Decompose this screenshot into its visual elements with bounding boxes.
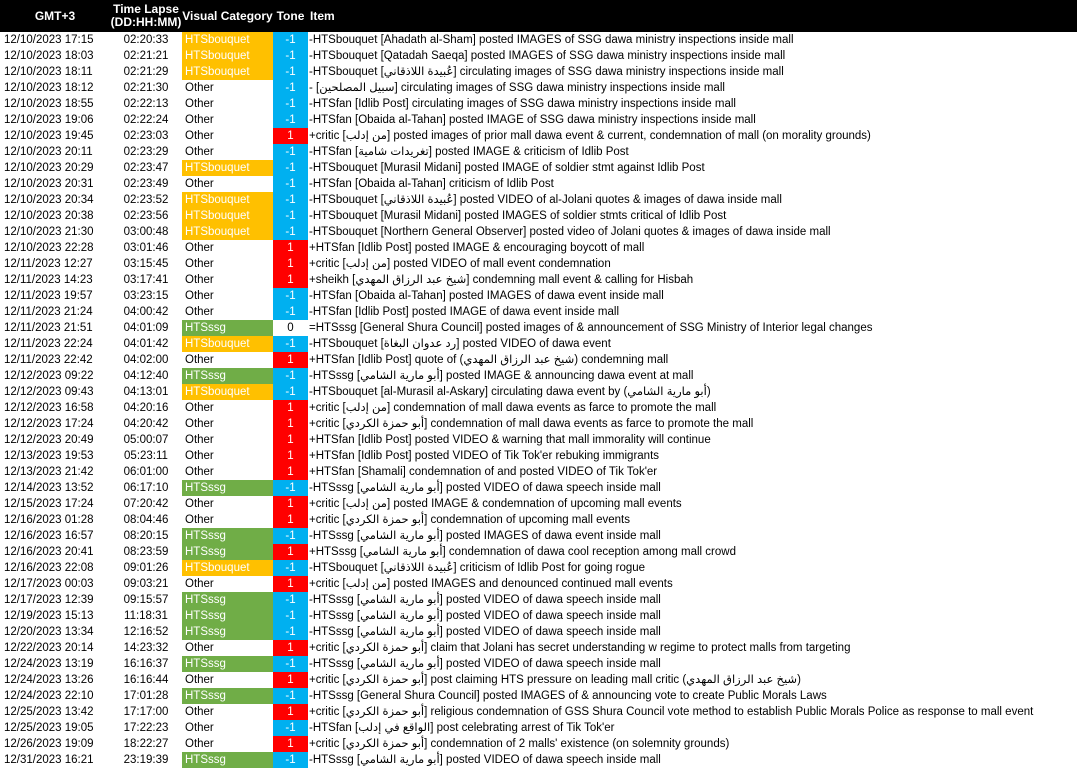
gmt-cell: 12/10/2023 20:29 [4,162,94,174]
gmt-cell: 12/17/2023 00:03 [4,578,94,590]
visual-category-cell: HTSssg [182,608,273,624]
time-lapse-cell: 05:00:07 [123,434,169,446]
time-lapse-cell: 02:21:30 [123,82,169,94]
gmt-cell: 12/16/2023 16:57 [4,530,94,542]
gmt-cell: 12/11/2023 22:42 [4,354,93,366]
table-row [0,592,1077,608]
tone-cell: -1 [273,112,308,128]
gmt-cell: 12/10/2023 18:55 [4,98,94,110]
visual-category-cell: Other [182,272,273,288]
time-lapse-cell: 14:23:32 [123,642,169,654]
table-row [0,304,1077,320]
gmt-cell: 12/11/2023 14:23 [4,274,93,286]
table-row [0,640,1077,656]
time-lapse-cell: 16:16:37 [123,658,169,670]
item-cell: -HTSssg [أبو مارية الشامي] posted IMAGES of dawa event inside mall [309,530,661,542]
gmt-cell: 12/25/2023 13:42 [4,706,94,718]
table-body [0,32,1077,768]
tone-cell: 1 [273,432,308,448]
visual-category-cell: Other [182,128,273,144]
item-cell: -HTSbouquet [al-Murasil al-Askary] circulating dawa event by (أبو مارية الشامي) [309,386,711,398]
gmt-cell: 12/10/2023 20:31 [4,178,94,190]
time-lapse-cell: 08:20:15 [123,530,169,542]
gmt-cell: 12/10/2023 22:28 [4,242,94,254]
time-lapse-cell: 02:23:52 [123,194,169,206]
item-cell: -HTSssg [أبو مارية الشامي] posted VIDEO of dawa speech inside mall [309,610,661,622]
item-cell: -HTSssg [أبو مارية الشامي] posted VIDEO of dawa speech inside mall [309,594,661,606]
visual-category-cell: Other [182,288,273,304]
visual-category-cell: Other [182,464,273,480]
gmt-cell: 12/12/2023 09:43 [4,386,94,398]
tone-cell: -1 [273,304,308,320]
table-row [0,256,1077,272]
time-lapse-cell: 02:23:03 [123,130,169,142]
item-cell: -HTSssg [أبو مارية الشامي] posted VIDEO of dawa speech inside mall [309,626,661,638]
table-row [0,464,1077,480]
time-lapse-cell: 03:15:45 [123,258,169,270]
item-cell: -HTSssg [أبو مارية الشامي] posted VIDEO of dawa speech inside mall [309,658,661,670]
gmt-cell: 12/25/2023 19:05 [4,722,94,734]
tone-cell: 1 [273,672,308,688]
visual-category-cell: HTSssg [182,368,273,384]
visual-category-cell: Other [182,240,273,256]
gmt-cell: 12/13/2023 21:42 [4,466,94,478]
table-row [0,720,1077,736]
item-cell: -HTSbouquet [عُبيدة اللاذقاني] posted VIDEO of al-Jolani quotes & images of dawa inside mall [309,194,782,206]
visual-category-cell: Other [182,432,273,448]
tone-cell: -1 [273,688,308,704]
visual-category-cell: HTSssg [182,480,273,496]
visual-category-cell: Other [182,416,273,432]
time-lapse-cell: 09:15:57 [123,594,169,606]
gmt-cell: 12/11/2023 12:27 [4,258,93,270]
gmt-cell: 12/16/2023 20:41 [4,546,94,558]
item-cell: -HTSbouquet [Murasil Midani] posted IMAGE of soldier stmt against Idlib Post [309,162,705,174]
visual-category-cell: Other [182,176,273,192]
tone-cell: 1 [273,736,308,752]
item-cell: -HTSfan [Obaida al-Tahan] posted IMAGES of dawa event inside mall [309,290,664,302]
tone-cell: -1 [273,224,308,240]
tone-cell: -1 [273,176,308,192]
time-lapse-cell: 04:12:40 [123,370,169,382]
visual-category-cell: HTSbouquet [182,64,273,80]
header-tone: Tone [273,0,308,32]
header-time-lapse-line1: Time Lapse [113,2,179,16]
time-lapse-cell: 02:22:24 [123,114,169,126]
item-cell: -HTSssg [أبو مارية الشامي] posted IMAGE & announcing dawa event at mall [309,370,694,382]
gmt-cell: 12/16/2023 01:28 [4,514,94,526]
table-row [0,320,1077,336]
time-lapse-cell: 06:17:10 [123,482,169,494]
tone-cell: 1 [273,496,308,512]
header-time-lapse-line2: (DD:HH:MM) [110,15,182,29]
tone-cell: 1 [273,640,308,656]
item-cell: -HTSbouquet [Northern General Observer] posted video of Jolani quotes & images of dawa inside mall [309,226,831,238]
gmt-cell: 12/11/2023 21:51 [4,322,93,334]
time-lapse-cell: 04:13:01 [123,386,169,398]
visual-category-cell: HTSssg [182,752,273,768]
item-cell: -HTSbouquet [رد عدوان البغاة] posted VIDEO of dawa event [309,338,611,350]
gmt-cell: 12/12/2023 09:22 [4,370,94,382]
table-row [0,272,1077,288]
gmt-cell: 12/10/2023 19:45 [4,130,94,142]
header-item: Item [308,0,1077,32]
item-cell: +HTSfan [Idlib Post] posted VIDEO of Tik Tok'er rebuking immigrants [309,450,660,462]
visual-category-cell: Other [182,720,273,736]
gmt-cell: 12/10/2023 20:34 [4,194,94,206]
gmt-cell: 12/13/2023 19:53 [4,450,94,462]
time-lapse-cell: 09:03:21 [123,578,169,590]
table-row [0,240,1077,256]
item-cell: +critic [أبو حمزة الكردي] condemnation of mall dawa events as farce to promote the mall [309,418,754,430]
item-cell: -HTSbouquet [Qatadah Saeqa] posted IMAGES of SSG dawa ministry inspections inside mall [309,50,786,62]
item-cell: -HTSfan [Obaida al-Tahan] criticism of Idlib Post [309,178,554,190]
visual-category-cell: HTSbouquet [182,160,273,176]
item-cell: +critic [أبو حمزة الكردي] condemnation of upcoming mall events [309,514,630,526]
table-row [0,112,1077,128]
table-row [0,480,1077,496]
item-cell: - [سبيل المصلحين] circulating images of SSG dawa ministry inspections inside mall [309,82,725,94]
time-lapse-cell: 07:20:42 [123,498,169,510]
item-cell: +HTSfan [Idlib Post] posted IMAGE & encouraging boycott of mall [309,242,645,254]
gmt-cell: 12/10/2023 19:06 [4,114,94,126]
tone-cell: -1 [273,80,308,96]
visual-category-cell: HTSbouquet [182,32,273,48]
tone-cell: -1 [273,608,308,624]
gmt-cell: 12/26/2023 19:09 [4,738,94,750]
tone-cell: 1 [273,256,308,272]
tone-cell: -1 [273,384,308,400]
table-row [0,448,1077,464]
item-cell: -HTSbouquet [عُبيدة اللاذقاني] criticism of Idlib Post for going rogue [309,562,646,574]
gmt-cell: 12/12/2023 20:49 [4,434,94,446]
item-cell: =HTSssg [General Shura Council] posted images of & announcement of SSG Ministry of Interior legal changes [309,322,873,334]
visual-category-cell: Other [182,672,273,688]
visual-category-cell: HTSssg [182,528,273,544]
table-row [0,336,1077,352]
gmt-cell: 12/12/2023 16:58 [4,402,94,414]
gmt-cell: 12/11/2023 22:24 [4,338,93,350]
table-row [0,432,1077,448]
visual-category-cell: HTSbouquet [182,208,273,224]
item-cell: -HTSbouquet [Murasil Midani] posted IMAGES of soldier stmts critical of Idlib Post [309,210,727,222]
time-lapse-cell: 03:01:46 [123,242,169,254]
time-lapse-cell: 08:23:59 [123,546,169,558]
item-cell: -HTSfan [تغريدات شامية] posted IMAGE & criticism of Idlib Post [309,146,629,158]
table-row [0,496,1077,512]
tone-cell: -1 [273,560,308,576]
gmt-cell: 12/10/2023 18:11 [4,66,93,78]
item-cell: +critic [أبو حمزة الكردي] post claiming HTS pressure on leading mall critic (شيخ عبد الرزاق المهدي) [309,674,801,686]
visual-category-cell: Other [182,512,273,528]
time-lapse-cell: 04:01:42 [123,338,169,350]
table-row [0,704,1077,720]
table-row [0,352,1077,368]
table-row [0,528,1077,544]
tone-cell: -1 [273,592,308,608]
gmt-cell: 12/19/2023 15:13 [4,610,94,622]
visual-category-cell: Other [182,304,273,320]
time-lapse-cell: 04:20:42 [123,418,169,430]
visual-category-cell: HTSbouquet [182,560,273,576]
item-cell: +critic [أبو حمزة الكردي] condemnation of 2 malls' existence (on solemnity grounds) [309,738,730,750]
time-lapse-cell: 02:22:13 [123,98,169,110]
time-lapse-cell: 02:23:47 [123,162,169,174]
time-lapse-cell: 02:21:29 [123,66,169,78]
table-row [0,128,1077,144]
table-row [0,96,1077,112]
time-lapse-cell: 23:19:39 [123,754,169,766]
gmt-cell: 12/24/2023 22:10 [4,690,94,702]
tone-cell: -1 [273,752,308,768]
table-row [0,560,1077,576]
table-row [0,224,1077,240]
visual-category-cell: Other [182,256,273,272]
visual-category-cell: HTSssg [182,544,273,560]
visual-category-cell: Other [182,736,273,752]
gmt-cell: 12/11/2023 21:24 [4,306,93,318]
header-time-lapse [110,0,182,32]
visual-category-cell: Other [182,112,273,128]
visual-category-cell: HTSssg [182,592,273,608]
item-cell: -HTSfan [الواقع في إدلب] post celebrating arrest of Tik Tok'er [309,722,615,734]
visual-category-cell: HTSbouquet [182,224,273,240]
time-lapse-cell: 04:00:42 [123,306,169,318]
tone-cell: -1 [273,208,308,224]
gmt-cell: 12/11/2023 19:57 [4,290,93,302]
table-row [0,32,1077,48]
gmt-cell: 12/10/2023 20:11 [4,146,93,158]
visual-category-cell: HTSbouquet [182,384,273,400]
gmt-cell: 12/10/2023 20:38 [4,210,94,222]
item-cell: +sheikh [شيخ عبد الرزاق المهدي] condemning mall event & calling for Hisbah [309,274,694,286]
tone-cell: 1 [273,448,308,464]
tone-cell: 1 [273,352,308,368]
time-lapse-cell: 04:01:09 [123,322,169,334]
visual-category-cell: HTSssg [182,320,273,336]
item-cell: -HTSfan [Obaida al-Tahan] posted IMAGE of SSG dawa ministry inspections inside mall [309,114,756,126]
tone-cell: 1 [273,240,308,256]
time-lapse-cell: 17:17:00 [123,706,169,718]
gmt-cell: 12/14/2023 13:52 [4,482,94,494]
gmt-cell: 12/17/2023 12:39 [4,594,94,606]
tone-cell: 1 [273,272,308,288]
tone-cell: -1 [273,528,308,544]
tone-cell: -1 [273,96,308,112]
tone-cell: -1 [273,480,308,496]
gmt-cell: 12/24/2023 13:19 [4,658,94,670]
visual-category-cell: Other [182,576,273,592]
header-row [0,0,1077,32]
table-row [0,176,1077,192]
visual-category-cell: Other [182,704,273,720]
time-lapse-cell: 02:21:21 [123,50,169,62]
time-lapse-cell: 06:01:00 [123,466,169,478]
time-lapse-cell: 03:23:15 [123,290,169,302]
item-cell: -HTSfan [Idlib Post] circulating images of SSG dawa ministry inspections inside mall [309,98,736,110]
table-row [0,544,1077,560]
tone-cell: 1 [273,400,308,416]
gmt-cell: 12/10/2023 18:12 [4,82,94,94]
table-row [0,672,1077,688]
item-cell: +critic [من إدلب] posted VIDEO of mall event condemnation [309,258,611,270]
visual-category-cell: Other [182,96,273,112]
gmt-cell: 12/15/2023 17:24 [4,498,94,510]
tone-cell: -1 [273,720,308,736]
item-cell: -HTSfan [Idlib Post] posted IMAGE of dawa event inside mall [309,306,620,318]
visual-category-cell: Other [182,400,273,416]
time-lapse-cell: 02:20:33 [123,34,169,46]
tone-cell: 1 [273,512,308,528]
table-row [0,48,1077,64]
table-row [0,400,1077,416]
item-cell: +HTSssg [أبو مارية الشامي] condemnation of dawa cool reception among mall crowd [309,546,736,558]
time-lapse-cell: 02:23:29 [123,146,169,158]
table-row [0,512,1077,528]
gmt-cell: 12/22/2023 20:14 [4,642,94,654]
item-cell: +HTSfan [Idlib Post] posted VIDEO & warning that mall immorality will continue [309,434,711,446]
visual-category-cell: Other [182,496,273,512]
table-row [0,384,1077,400]
tone-cell: -1 [273,144,308,160]
gmt-cell: 12/31/2023 16:21 [4,754,94,766]
time-lapse-cell: 17:01:28 [123,690,169,702]
tone-cell: 0 [273,320,308,336]
tone-cell: 1 [273,544,308,560]
tone-cell: -1 [273,192,308,208]
tone-cell: 1 [273,576,308,592]
visual-category-cell: Other [182,640,273,656]
header-visual-category: Visual Category [182,0,273,32]
item-cell: +HTSfan [Shamali] condemnation of and posted VIDEO of Tik Tok'er [309,466,658,478]
visual-category-cell: HTSbouquet [182,48,273,64]
time-lapse-cell: 02:23:49 [123,178,169,190]
time-lapse-cell: 04:20:16 [123,402,169,414]
time-lapse-cell: 18:22:27 [123,738,169,750]
time-lapse-cell: 12:16:52 [123,626,169,638]
item-cell: +critic [أبو حمزة الكردي] religious condemnation of GSS Shura Council vote method to establish Public Morals Police as response to mall event [309,706,1034,718]
time-lapse-cell: 05:23:11 [124,450,168,462]
visual-category-cell: HTSbouquet [182,336,273,352]
gmt-cell: 12/10/2023 17:15 [4,34,94,46]
time-lapse-cell: 17:22:23 [123,722,169,734]
table-row [0,208,1077,224]
item-cell: -HTSbouquet [Ahadath al-Sham] posted IMAGES of SSG dawa ministry inspections inside mall [309,34,794,46]
visual-category-cell: Other [182,352,273,368]
item-cell: +critic [من إدلب] posted images of prior mall dawa event & current, condemnation of mall (on morality grounds) [309,130,871,142]
table-row [0,576,1077,592]
visual-category-cell: Other [182,448,273,464]
table-row [0,736,1077,752]
tone-cell: -1 [273,32,308,48]
item-cell: -HTSssg [أبو مارية الشامي] posted VIDEO of dawa speech inside mall [309,754,661,766]
item-cell: -HTSssg [General Shura Council] posted IMAGES of & announcing vote to create Public Morals Laws [309,690,827,702]
gmt-cell: 12/24/2023 13:26 [4,674,94,686]
tone-cell: -1 [273,160,308,176]
gmt-cell: 12/12/2023 17:24 [4,418,94,430]
table-row [0,144,1077,160]
gmt-cell: 12/16/2023 22:08 [4,562,94,574]
visual-category-cell: HTSssg [182,688,273,704]
visual-category-cell: Other [182,144,273,160]
table-row [0,368,1077,384]
tone-cell: -1 [273,336,308,352]
gmt-cell: 12/20/2023 13:34 [4,626,94,638]
tone-cell: 1 [273,464,308,480]
gmt-cell: 12/10/2023 21:30 [4,226,94,238]
table-row [0,416,1077,432]
table-row [0,688,1077,704]
tone-cell: -1 [273,288,308,304]
table-row [0,656,1077,672]
visual-category-cell: HTSssg [182,656,273,672]
tone-cell: 1 [273,128,308,144]
item-cell: +critic [من إدلب] posted IMAGES and denounced continued mall events [309,578,673,590]
item-cell: -HTSssg [أبو مارية الشامي] posted VIDEO of dawa speech inside mall [309,482,661,494]
time-lapse-cell: 16:16:44 [123,674,169,686]
visual-category-cell: HTSssg [182,624,273,640]
time-lapse-cell: 08:04:46 [123,514,169,526]
tone-cell: 1 [273,704,308,720]
header-gmt: GMT+3 [0,0,110,32]
gmt-cell: 12/10/2023 18:03 [4,50,94,62]
time-lapse-cell: 11:18:31 [124,610,168,622]
table-row [0,608,1077,624]
table-row [0,64,1077,80]
time-lapse-cell: 03:17:41 [123,274,169,286]
tone-cell: -1 [273,48,308,64]
tone-cell: -1 [273,64,308,80]
time-lapse-cell: 02:23:56 [123,210,169,222]
item-cell: -HTSbouquet [عُبيدة اللاذقاني] circulating images of SSG dawa ministry inspections inside mall [309,66,784,78]
item-cell: +critic [من إدلب] condemnation of mall dawa events as farce to promote the mall [309,402,717,414]
time-lapse-cell: 03:00:48 [123,226,169,238]
visual-category-cell: HTSbouquet [182,192,273,208]
item-cell: +HTSfan [Idlib Post] quote of (شيخ عبد الرزاق المهدي) condemning mall [309,354,669,366]
table-row [0,288,1077,304]
table-row [0,80,1077,96]
tone-cell: 1 [273,416,308,432]
time-lapse-cell: 09:01:26 [123,562,169,574]
item-cell: +critic [أبو حمزة الكردي] claim that Jolani has secret understanding w regime to protect malls from targeting [309,642,851,654]
tone-cell: -1 [273,656,308,672]
table-row [0,160,1077,176]
tone-cell: -1 [273,368,308,384]
item-cell: +critic [من إدلب] posted IMAGE & condemnation of upcoming mall events [309,498,682,510]
table-row [0,192,1077,208]
tone-cell: -1 [273,624,308,640]
table-row [0,624,1077,640]
time-lapse-cell: 04:02:00 [123,354,169,366]
visual-category-cell: Other [182,80,273,96]
